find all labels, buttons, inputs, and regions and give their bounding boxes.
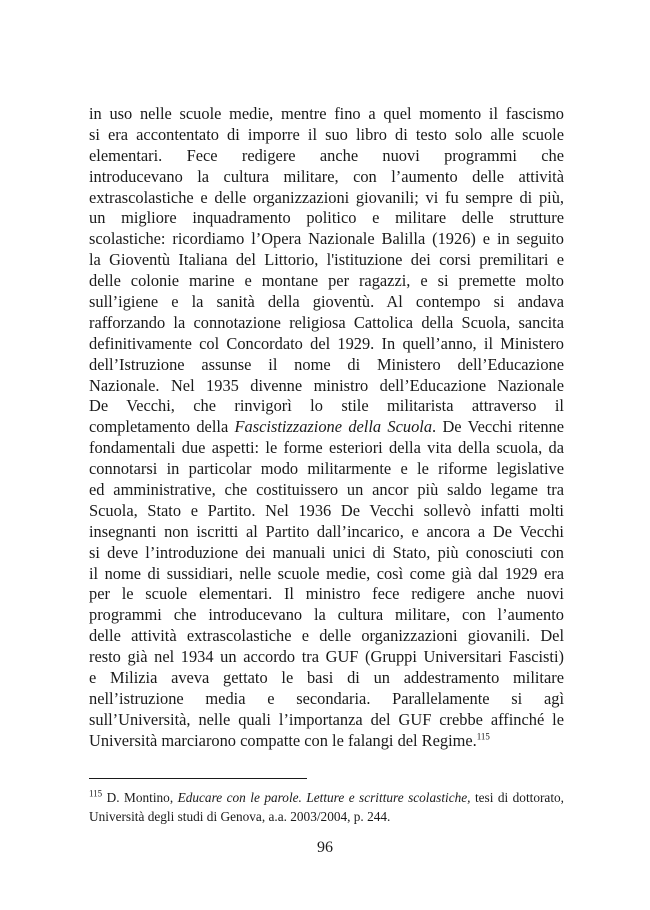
- footnote-reference[interactable]: 115: [476, 731, 490, 742]
- page-number: 96: [317, 839, 333, 856]
- line-text-after: . De Vecchi ritenne: [432, 417, 564, 437]
- text-line-last: [89, 731, 564, 752]
- text-line: introducevano la cultura militare, con l’aumento delle attività: [89, 166, 564, 186]
- text-line: fondamentali due aspetti: le forme esteriori della vita della scuola, da: [89, 438, 564, 458]
- text-line-with-italic: [89, 417, 564, 438]
- text-line: resto già nel 1934 un accordo tra GUF (Gruppi Universitari Fascisti): [89, 647, 564, 667]
- line-text-before: completamento della: [89, 417, 235, 437]
- text-line: e Milizia aveva gettato le basi di un addestramento militare: [89, 668, 564, 688]
- text-line: Scuola, Stato e Partito. Nel 1936 De Vecchi sollevò infatti molti: [89, 500, 564, 520]
- text-line: delle colonie marine e montane per ragazzi, e si premette molto: [89, 271, 564, 291]
- text-line: scolastiche: ricordiamo l’Opera Nazionale Balilla (1926) e in seguito: [89, 229, 564, 249]
- text-line: elementari. Fece redigere anche nuovi programmi che: [89, 145, 564, 165]
- text-line: sull’igiene e la sanità della gioventù. Al contempo si andava: [89, 292, 564, 312]
- text-line: programmi che introducevano la cultura militare, con l’aumento: [89, 605, 564, 625]
- text-line: Nazionale. Nel 1935 divenne ministro dell’Educazione Nazionale: [89, 375, 564, 395]
- text-line: nell’istruzione media e secondaria. Parallelamente si agì: [89, 688, 564, 708]
- text-line: extrascolastiche e delle organizzazioni giovanili; vi fu sempre di più,: [89, 187, 564, 207]
- text-line: De Vecchi, che rinvigorì lo stile militarista attraverso il: [89, 396, 564, 416]
- footnote-title: Educare con le parole. Letture e scritture scolastiche,: [177, 790, 471, 805]
- footnote-line: Università degli studi di Genova, a.a. 2003/2004, p. 244.: [89, 809, 391, 824]
- text-line: si deve l’introduzione dei manuali unici di Stato, più conosciuti con: [89, 542, 564, 562]
- footnote-number: 115: [89, 788, 103, 799]
- text-line: dell’Istruzione assunse il nome di Ministero dell’Educazione: [89, 354, 564, 374]
- text-line: per le scuole elementari. Il ministro fece redigere anche nuovi: [89, 584, 564, 604]
- footnote: [89, 788, 564, 826]
- text-line: ed amministrative, che costituissero un ancor più saldo legame tra: [89, 480, 564, 500]
- text-line: un migliore inquadramento politico e militare delle strutture: [89, 208, 564, 228]
- footnote-rest: tesi di dottorato,: [470, 790, 564, 805]
- text-line: sull’Università, nelle quali l’importanza del GUF crebbe affinché le: [89, 709, 564, 729]
- footnote-author: D. Montino,: [102, 790, 178, 805]
- text-line: rafforzando la connotazione religiosa Cattolica della Scuola, sancita: [89, 312, 564, 332]
- text-line: definitivamente col Concordato del 1929. In quell’anno, il Ministero: [89, 333, 564, 353]
- italic-phrase: Fascistizzazione della Scuola: [234, 417, 433, 437]
- body-paragraph: [89, 104, 564, 752]
- text-line: insegnanti non iscritti al Partito dall’incarico, e ancora a De Vecchi: [89, 521, 564, 541]
- text-line: si era accontentato di imporre il suo libro di testo solo alle scuole: [89, 124, 564, 144]
- last-line-text: Università marciarono compatte con le falangi del Regime.: [89, 730, 477, 750]
- text-line: in uso nelle scuole medie, mentre fino a quel momento il fascismo: [89, 104, 564, 123]
- text-line: il nome di sussidiari, nelle scuole medie, così come già dal 1929 era: [89, 563, 564, 583]
- text-line: connotarsi in particolar modo militarmente e le riforme legislative: [89, 459, 564, 479]
- footnote-separator: [89, 778, 307, 779]
- text-line: delle attività extrascolastiche e delle organizzazioni giovanili. Del: [89, 626, 564, 646]
- footnote-line: [89, 788, 564, 807]
- text-line: la Gioventù Italiana del Littorio, l'istituzione dei corsi premilitari e: [89, 250, 564, 270]
